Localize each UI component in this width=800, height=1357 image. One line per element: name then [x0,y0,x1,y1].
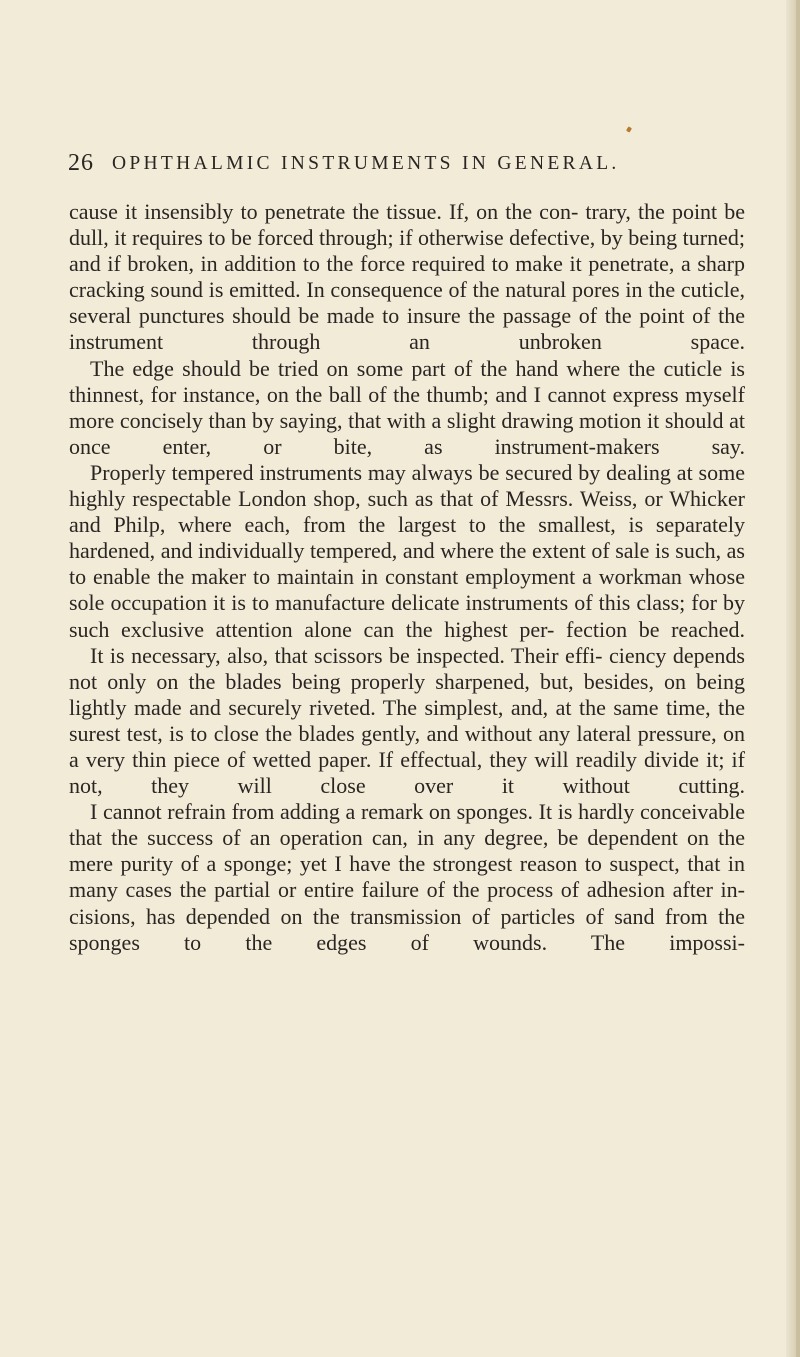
paragraph-continuation: cause it insensibly to penetrate the tissue. If, on the con- trary, the point be dull, it requires to be forced through; if otherwise defective, by being turned; and if broken, in addition to the force required to make it penetrate, a sharp cracking sound is emitted. In consequence of the natural pores in the cuticle, several punctures should be made to insure the passage of the point of the instrument through an unbroken space. [69,199,745,355]
page-edge-shadow [796,0,800,1357]
paragraph-edge-test: The edge should be tried on some part of the hand where the cuticle is thinnest, for instance, on the ball of the thumb; and I cannot express myself more concisely than by saying, that with a slight drawing motion it should at once enter, or bite, as instrument-makers say. [69,355,745,459]
paragraph-scissors: It is necessary, also, that scissors be inspected. Their effi- ciency depends not only on the blades being properly sharpened, but, besides, on being lightly made and securely riveted. The simplest, and, at the same time, the surest test, is to close the blades gently, and without any lateral pressure, on a very thin piece of wetted paper. If effectual, they will readily divide it; if not, they will close over it without cutting. [69,642,745,799]
page-number: 26 [68,150,94,176]
body-text [69,199,745,956]
page-header [68,148,748,178]
paragraph-tempered-instruments: Properly tempered instruments may always be secured by dealing at some highly respectable London shop, such as that of Messrs. Weiss, or Whicker and Philp, where each, from the largest to the smallest, is separately hardened, and individually tempered, and where the extent of sale is such, as to enable the maker to maintain in constant employment a workman whose sole occupation it is to manufacture delicate instruments of this class; for by such exclusive attention alone can the highest per- fection be reached. [69,459,745,642]
running-title: OPHTHALMIC INSTRUMENTS IN GENERAL. [112,153,620,174]
ink-fleck [626,126,632,132]
paragraph-sponges: I cannot refrain from adding a remark on sponges. It is hardly conceivable that the success of an operation can, in any degree, be dependent on the mere purity of a sponge; yet I have the strongest reason to suspect, that in many cases the partial or entire failure of the process of adhesion after in- cisions, has depended on the transmission of particles of sand from the sponges to the edges of wounds. The impossi- [69,799,745,955]
